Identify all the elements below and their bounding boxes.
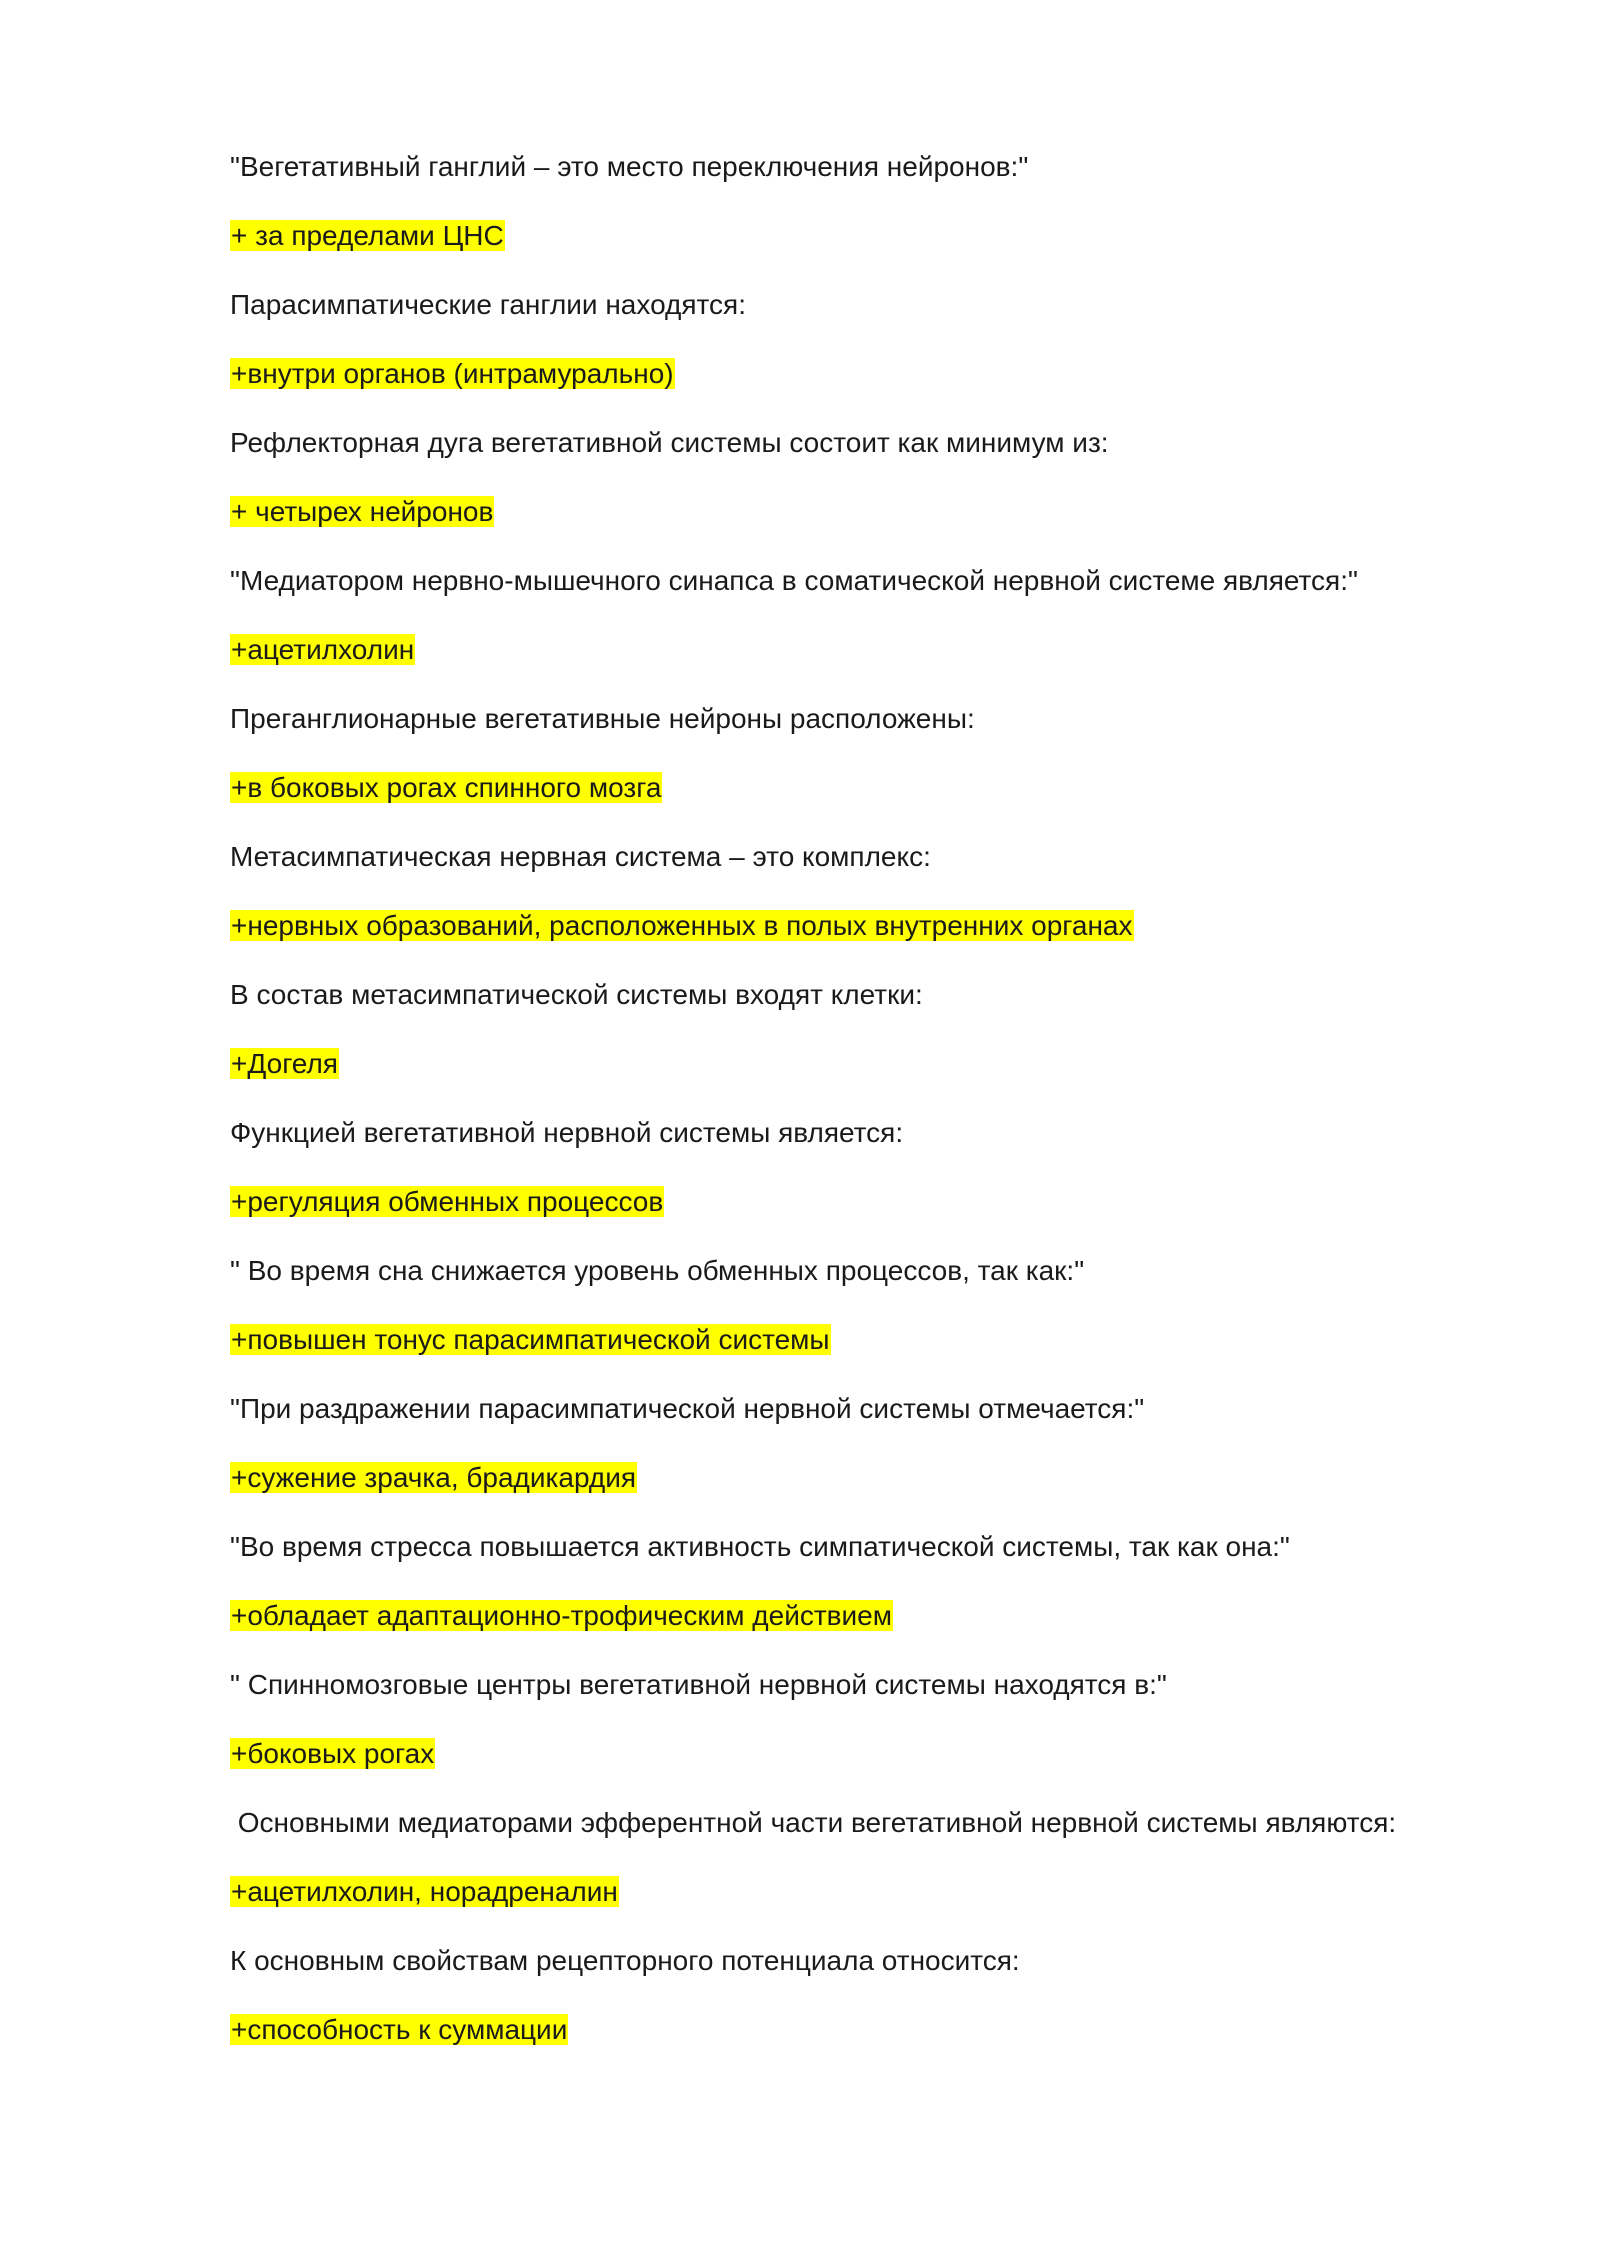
question-text: Парасимпатические ганглии находятся: (230, 289, 746, 320)
answer-line (230, 768, 1430, 837)
answer-highlight: + четырех нейронов (231, 496, 494, 527)
answer-line (230, 2010, 1430, 2079)
question-line (230, 561, 1430, 630)
answer-highlight: +способность к суммации (231, 2014, 568, 2045)
answer-highlight: + за пределами ЦНС (231, 220, 504, 251)
question-text: Рефлекторная дуга вегетативной системы состоит как минимум из: (230, 427, 1109, 458)
question-text: Функцией вегетативной нервной системы является: (230, 1117, 904, 1148)
answer-line (230, 216, 1430, 285)
document-content (230, 147, 1430, 2079)
answer-line (230, 1872, 1430, 1941)
answer-highlight: +в боковых рогах спинного мозга (231, 772, 662, 803)
question-line (230, 147, 1430, 216)
question-text: В состав метасимпатической системы входят клетки: (230, 979, 923, 1010)
answer-line (230, 906, 1430, 975)
question-text: " Во время сна снижается уровень обменных процессов, так как:" (230, 1255, 1085, 1286)
answer-highlight: +регуляция обменных процессов (231, 1186, 664, 1217)
question-text: " Спинномозговые центры вегетативной нервной системы находятся в:" (230, 1669, 1167, 1700)
question-text: "При раздражении парасимпатической нервной системы отмечается:" (230, 1393, 1145, 1424)
question-line (230, 1803, 1430, 1872)
question-line (230, 1251, 1430, 1320)
question-text: "Во время стресса повышается активность симпатической системы, так как она:" (230, 1531, 1290, 1562)
answer-highlight: +Догеля (231, 1048, 338, 1079)
question-text: Основными медиаторами эфферентной части вегетативной нервной системы являются: (230, 1807, 1397, 1838)
question-line (230, 1941, 1430, 2010)
question-line (230, 1389, 1430, 1458)
answer-line (230, 492, 1430, 561)
question-line (230, 1665, 1430, 1734)
answer-line (230, 354, 1430, 423)
question-line (230, 699, 1430, 768)
question-line (230, 1113, 1430, 1182)
question-text: Метасимпатическая нервная система – это комплекс: (230, 841, 931, 872)
question-line (230, 1527, 1430, 1596)
answer-line (230, 1182, 1430, 1251)
answer-highlight: +нервных образований, расположенных в полых внутренних органах (231, 910, 1133, 941)
answer-highlight: +боковых рогах (231, 1738, 435, 1769)
answer-highlight: +внутри органов (интрамурально) (231, 358, 674, 389)
question-line (230, 285, 1430, 354)
answer-line (230, 1320, 1430, 1389)
answer-line (230, 1044, 1430, 1113)
answer-highlight: +повышен тонус парасимпатической системы (231, 1324, 830, 1355)
answer-highlight: +ацетилхолин (231, 634, 415, 665)
question-text: Преганглионарные вегетативные нейроны расположены: (230, 703, 975, 734)
answer-line (230, 1458, 1430, 1527)
answer-line (230, 630, 1430, 699)
answer-highlight: +сужение зрачка, брадикардия (231, 1462, 637, 1493)
answer-line (230, 1734, 1430, 1803)
question-text: К основным свойствам рецепторного потенциала относится: (230, 1945, 1020, 1976)
question-text: "Вегетативный ганглий – это место переключения нейронов:" (230, 151, 1029, 182)
answer-highlight: +ацетилхолин, норадреналин (231, 1876, 618, 1907)
question-text: "Медиатором нервно-мышечного синапса в соматической нервной системе является:" (230, 565, 1358, 596)
answer-line (230, 1596, 1430, 1665)
question-line (230, 837, 1430, 906)
question-line (230, 975, 1430, 1044)
question-line (230, 423, 1430, 492)
answer-highlight: +обладает адаптационно-трофическим действием (231, 1600, 893, 1631)
